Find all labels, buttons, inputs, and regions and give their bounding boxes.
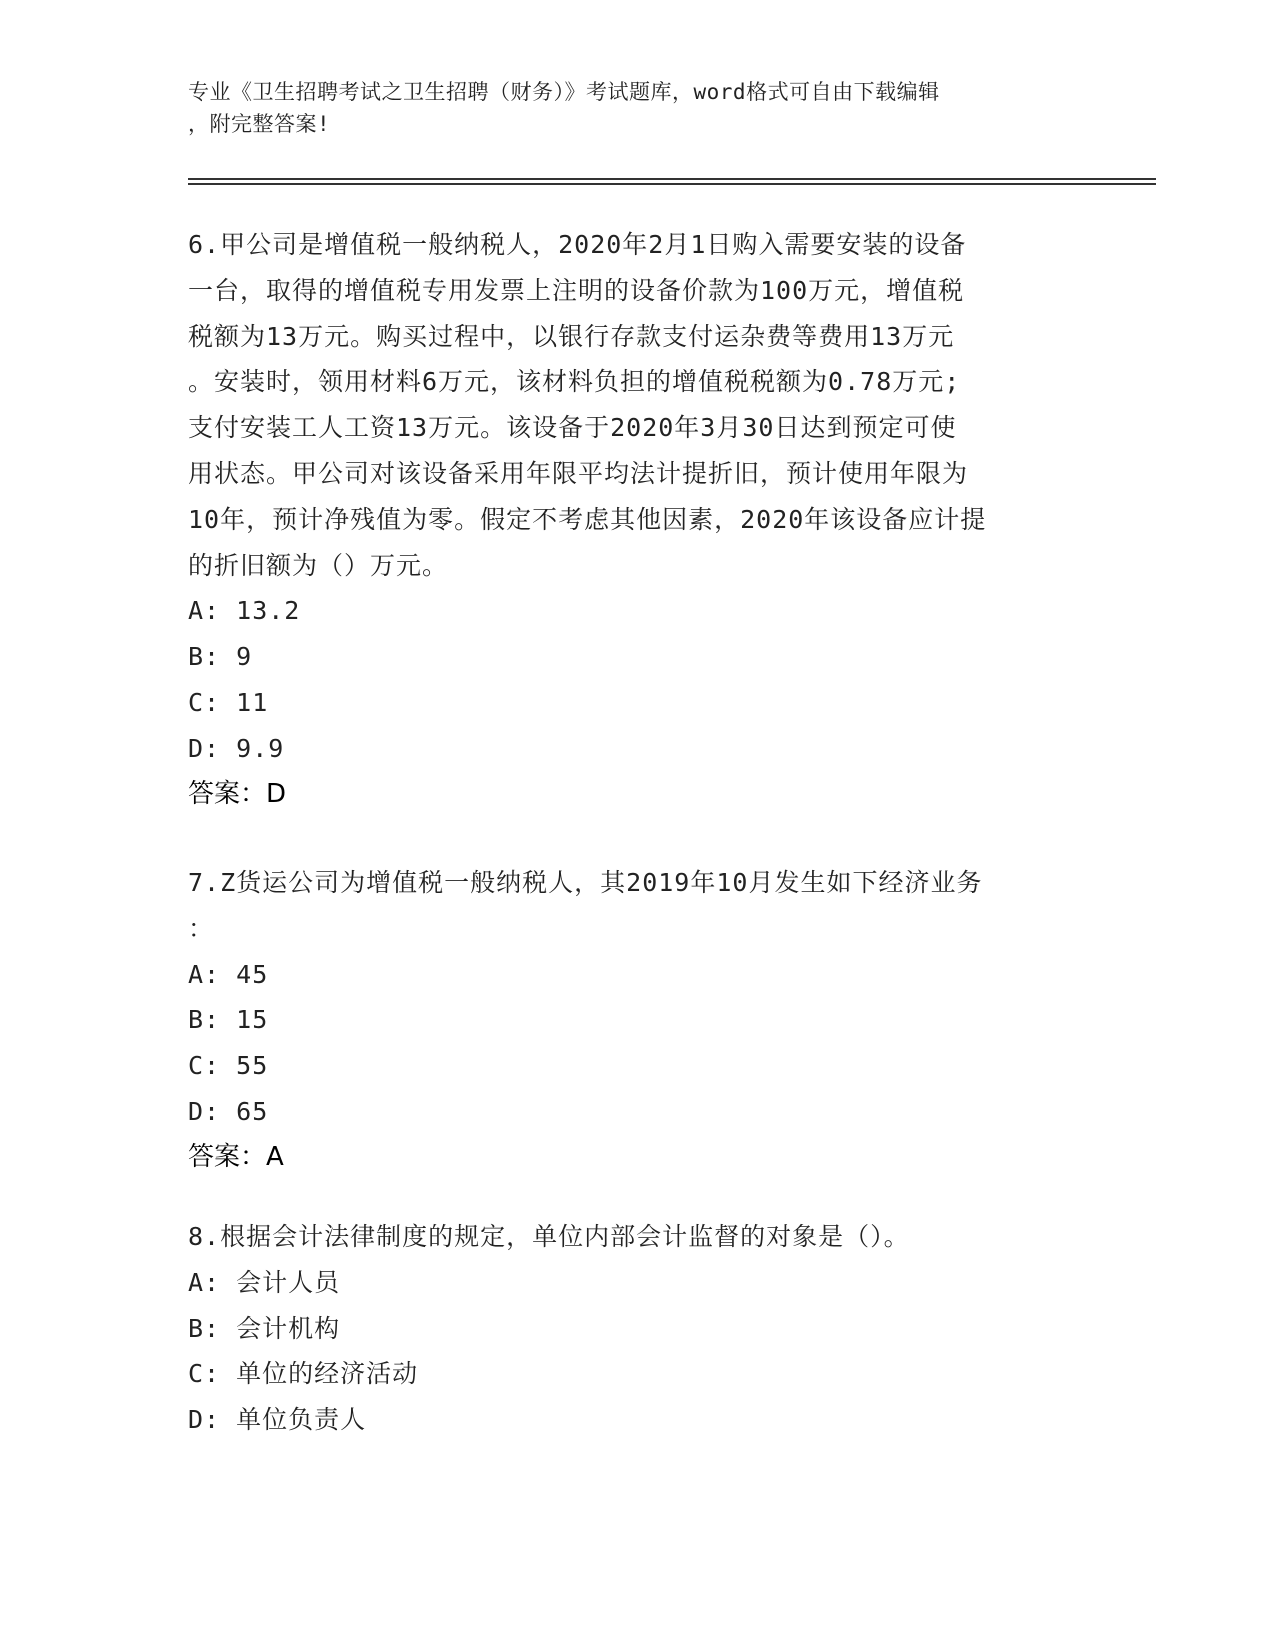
question-7 bbox=[188, 860, 1088, 1181]
question-line: 10年，预计净残值为零。假定不考虑其他因素，2020年该设备应计提 bbox=[188, 504, 987, 534]
question-text bbox=[188, 860, 1088, 952]
question-line: ： bbox=[188, 913, 215, 943]
option-a: A: 会计人员 bbox=[188, 1267, 341, 1297]
header-divider-bottom bbox=[188, 183, 1156, 185]
document-header bbox=[188, 76, 1068, 140]
option-a: A: 45 bbox=[188, 959, 269, 989]
question-line: 的折旧额为（）万元。 bbox=[188, 550, 449, 580]
question-8 bbox=[188, 1214, 1088, 1443]
header-line-2: ，附完整答案! bbox=[188, 112, 331, 136]
answer: 答案：A bbox=[188, 1141, 284, 1172]
option-d: D: 单位负责人 bbox=[188, 1405, 367, 1435]
option-b: B: 15 bbox=[188, 1005, 269, 1035]
option-d: D: 65 bbox=[188, 1096, 269, 1126]
question-text bbox=[188, 1214, 1088, 1260]
question-line: 支付安装工人工资13万元。该设备于2020年3月30日达到预定可使 bbox=[188, 413, 957, 443]
option-c: C: 55 bbox=[188, 1051, 269, 1081]
option-b: B: 会计机构 bbox=[188, 1313, 341, 1343]
option-c: C: 单位的经济活动 bbox=[188, 1359, 419, 1389]
question-line: 8.根据会计法律制度的规定，单位内部会计监督的对象是（）。 bbox=[188, 1222, 910, 1251]
option-d: D: 9.9 bbox=[188, 733, 285, 763]
question-line: 用状态。甲公司对该设备采用年限平均法计提折旧，预计使用年限为 bbox=[188, 458, 969, 488]
option-a: A: 13.2 bbox=[188, 596, 301, 626]
question-line: 6.甲公司是增值税一般纳税人，2020年2月1日购入需要安装的设备 bbox=[188, 230, 967, 259]
option-c: C: 11 bbox=[188, 687, 269, 717]
question-line: 税额为13万元。购买过程中，以银行存款支付运杂费等费用13万元 bbox=[188, 321, 955, 351]
question-text bbox=[188, 222, 1088, 588]
question-line: 一台，取得的增值税专用发票上注明的设备价款为100万元，增值税 bbox=[188, 275, 965, 305]
header-divider-top bbox=[188, 178, 1156, 180]
question-6 bbox=[188, 222, 1088, 817]
question-line: 。安装时，领用材料6万元，该材料负担的增值税税额为0.78万元; bbox=[188, 367, 961, 397]
answer: 答案：D bbox=[188, 778, 287, 809]
question-line: 7.Z货运公司为增值税一般纳税人，其2019年10月发生如下经济业务 bbox=[188, 868, 983, 897]
header-line-1: 专业《卫生招聘考试之卫生招聘（财务）》考试题库，word格式可自由下载编辑 bbox=[188, 80, 940, 104]
option-b: B: 9 bbox=[188, 642, 253, 672]
